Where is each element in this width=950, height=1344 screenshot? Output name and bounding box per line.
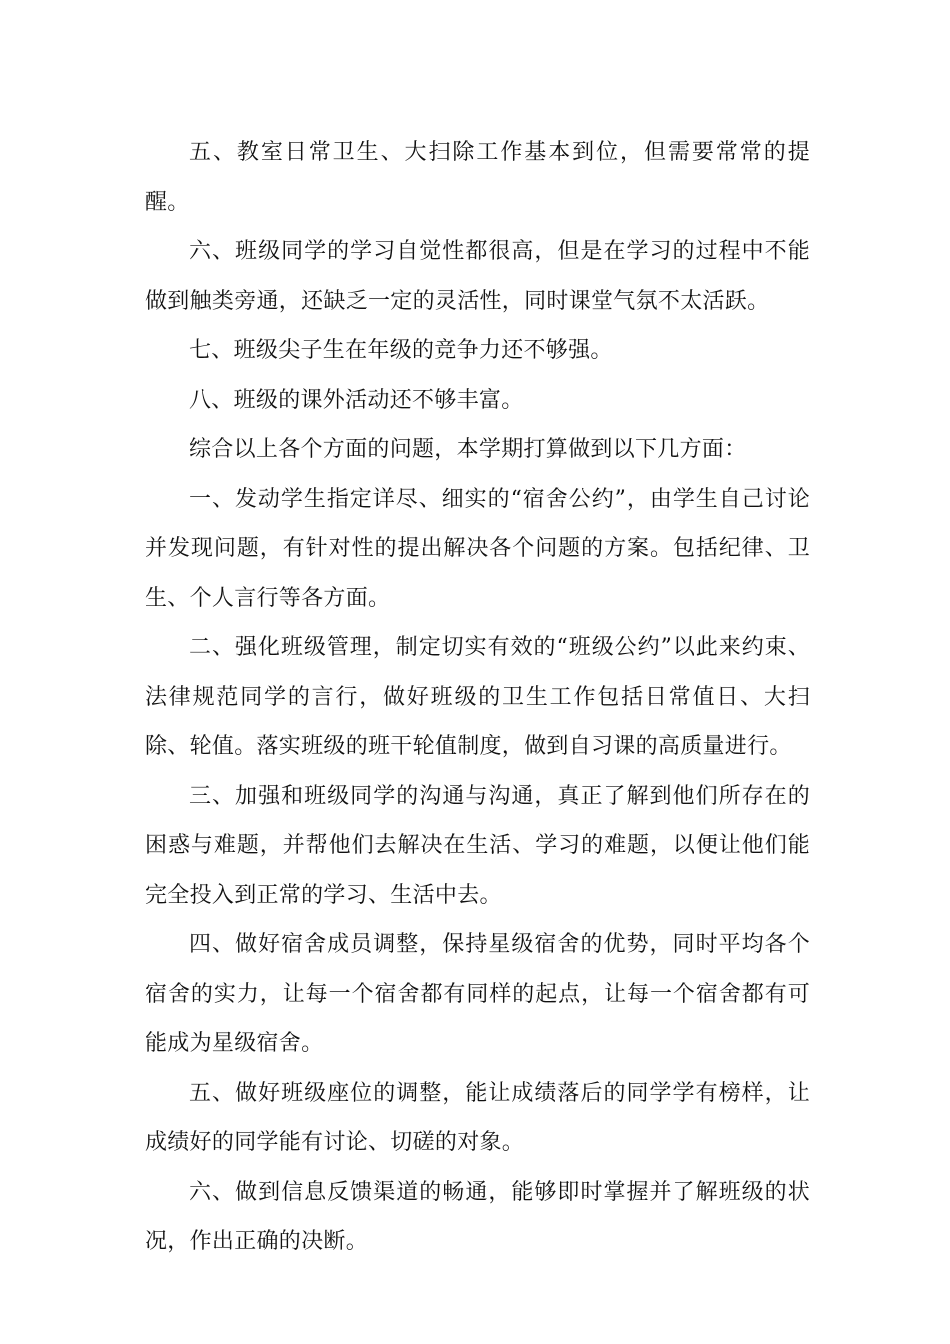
paragraph-plan-5: 五、做好班级座位的调整，能让成绩落后的同学学有榜样，让成绩好的同学能有讨论、切磋的对象。 [145, 1080, 810, 1155]
paragraph-plan-6: 六、做到信息反馈渠道的畅通，能够即时掌握并了解班级的状况，作出正确的决断。 [145, 1179, 810, 1254]
paragraph-problem-8: 八、班级的课外活动还不够丰富。 [189, 387, 524, 413]
paragraph-plan-3: 三、加强和班级同学的沟通与沟通，真正了解到他们所存在的困惑与难题，并帮他们去解决在生活、学习的难题，以便让他们能完全投入到正常的学习、生活中去。 [145, 783, 810, 908]
paragraph-plan-1: 一、发动学生指定详尽、细实的“宿舍公约”，由学生自己讨论并发现问题，有针对性的提出解决各个问题的方案。包括纪律、卫生、个人言行等各方面。 [145, 486, 810, 611]
paragraph-problem-6: 六、班级同学的学习自觉性都很高，但是在学习的过程中不能做到触类旁通，还缺乏一定的灵活性，同时课堂气氛不太活跃。 [145, 239, 810, 314]
paragraph-problem-7: 七、班级尖子生在年级的竞争力还不够强。 [189, 338, 613, 363]
paragraph-plan-4: 四、做好宿舍成员调整，保持星级宿舍的优势，同时平均各个宿舍的实力，让每一个宿舍都有同样的起点，让每一个宿舍都有可能成为星级宿舍。 [145, 932, 810, 1056]
paragraph-problem-5: 五、教室日常卫生、大扫除工作基本到位，但需要常常的提醒。 [145, 140, 810, 215]
document-body [145, 128, 810, 1267]
paragraph-summary: 综合以上各个方面的问题，本学期打算做到以下几方面： [189, 437, 747, 462]
paragraph-plan-2: 二、强化班级管理，制定切实有效的“班级公约”以此来约束、法律规范同学的言行，做好班级的卫生工作包括日常值日、大扫除、轮值。落实班级的班干轮值制度，做到自习课的高质量进行。 [145, 635, 810, 759]
